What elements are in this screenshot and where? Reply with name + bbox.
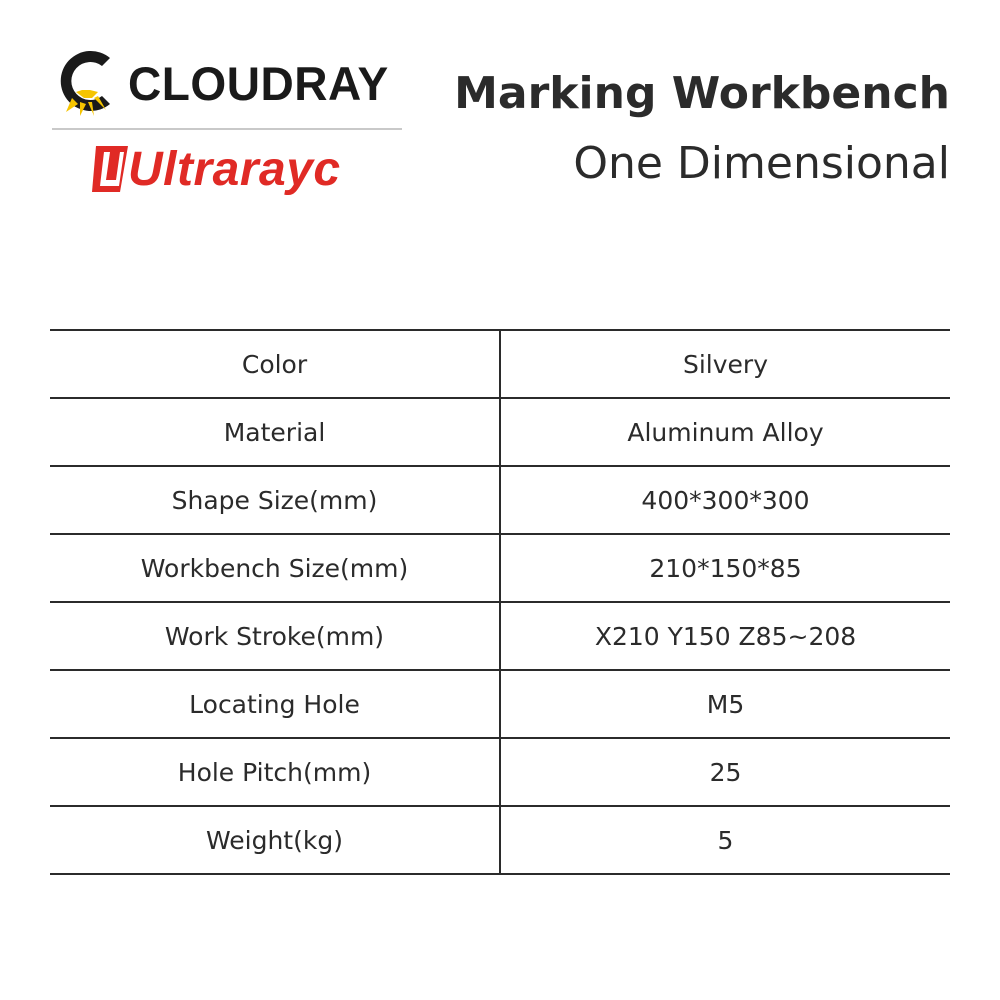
spec-row-workbench-size (50, 534, 950, 602)
spec-label: Workbench Size(mm) (50, 534, 500, 602)
spec-row-locating-hole (50, 670, 950, 738)
spec-table (50, 329, 950, 875)
ultrarayc-wordmark: Ultrarayc (128, 143, 341, 196)
logo-divider (52, 128, 402, 130)
spec-label: Weight(kg) (50, 806, 500, 874)
spec-value: Aluminum Alloy (500, 398, 950, 466)
spec-value: 5 (500, 806, 950, 874)
spec-value: 25 (500, 738, 950, 806)
page-title: Marking Workbench (454, 68, 950, 119)
page-subtitle: One Dimensional (573, 138, 950, 189)
spec-value: X210 Y150 Z85~208 (500, 602, 950, 670)
cloudray-logo (50, 46, 410, 116)
cloudray-wordmark: CLOUDRAY (128, 57, 389, 110)
spec-row-shape-size (50, 466, 950, 534)
ultrarayc-logo (88, 140, 378, 202)
spec-row-hole-pitch (50, 738, 950, 806)
spec-value: Silvery (500, 330, 950, 398)
spec-row-weight (50, 806, 950, 874)
spec-row-material (50, 398, 950, 466)
spec-row-color (50, 330, 950, 398)
spec-label: Locating Hole (50, 670, 500, 738)
spec-label: Material (50, 398, 500, 466)
spec-value: M5 (500, 670, 950, 738)
spec-row-work-stroke (50, 602, 950, 670)
spec-label: Shape Size(mm) (50, 466, 500, 534)
spec-value: 400*300*300 (500, 466, 950, 534)
spec-value: 210*150*85 (500, 534, 950, 602)
spec-label: Work Stroke(mm) (50, 602, 500, 670)
spec-label: Color (50, 330, 500, 398)
spec-label: Hole Pitch(mm) (50, 738, 500, 806)
cloudray-sun-c-icon (50, 46, 126, 116)
